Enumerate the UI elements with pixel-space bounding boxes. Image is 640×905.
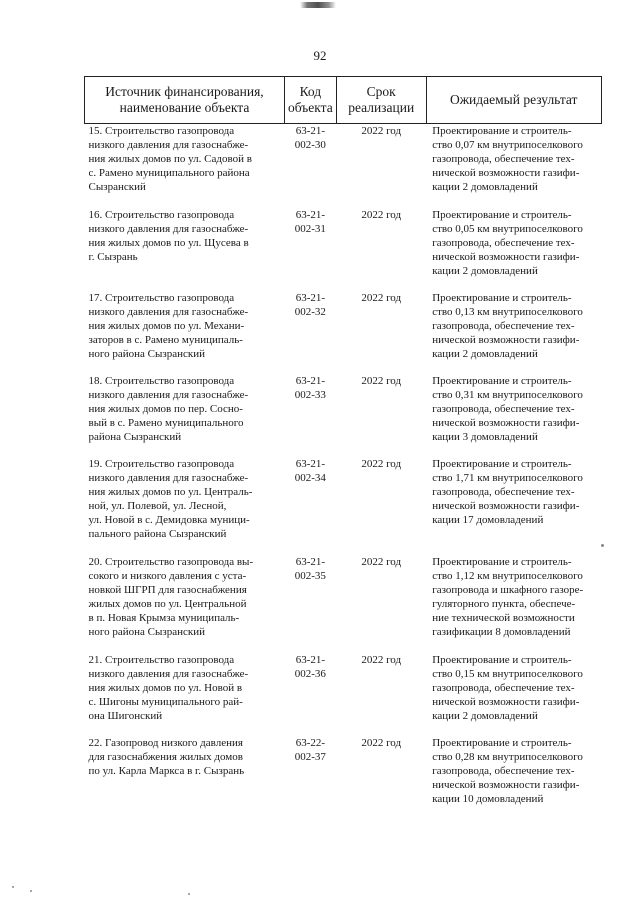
implementation-period: 2022 год (361, 737, 402, 749)
expected-result: Проектирование и строитель- ство 0,31 км внутрипоселкового газопровода, обеспечение тех- нической возможности газифи- кации 3 домовладений (432, 375, 583, 443)
implementation-period: 2022 год (361, 292, 402, 304)
header-source: Источник финансирования, наименование объекта (85, 77, 285, 124)
object-code: 63-21- 002-35 (294, 556, 326, 582)
object-name: 18. Строительство газопровода низкого давления для газоснабже- ния жилых домов по пер. Сосно- вый в с. Рамено муниципального района Сызранский (88, 375, 249, 443)
scan-speck (12, 886, 14, 888)
object-name: 17. Строительство газопровода низкого давления для газоснабже- ния жилых домов по ул. Механи- заторов в с. Рамено муниципаль- ного района Сызранский (88, 292, 249, 360)
table-row (85, 124, 602, 209)
table-header-row (85, 77, 602, 124)
expected-result: Проектирование и строитель- ство 0,07 км внутрипоселкового газопровода, обеспечение тех- нической возможности газифи- кации 2 домовладений (432, 125, 583, 193)
expected-result: Проектирование и строитель- ство 0,15 км внутрипоселкового газопровода, обеспечение тех- нической возможности газифи- кации 2 домовладений (432, 654, 583, 722)
header-result: Ожидаемый результат (426, 77, 601, 124)
table-row (85, 653, 602, 736)
scan-speck (601, 544, 604, 547)
page-number: 92 (313, 48, 327, 63)
implementation-period: 2022 год (361, 654, 402, 666)
expected-result: Проектирование и строитель- ство 1,12 км внутрипоселкового газопровода и шкафного газоре- гуляторного пункта, обеспече- ние технической возможности газификации 8 домовладений (432, 556, 584, 638)
table-row (85, 291, 602, 374)
object-code: 63-21- 002-33 (294, 375, 326, 401)
expected-result: Проектирование и строитель- ство 0,13 км внутрипоселкового газопровода, обеспечение тех- нической возможности газифи- кации 2 домовладений (432, 292, 583, 360)
object-name: 16. Строительство газопровода низкого давления для газоснабже- ния жилых домов по ул. Щусева в г. Сызрань (88, 209, 249, 263)
header-period: Срок реализации (336, 77, 426, 124)
object-name: 21. Строительство газопровода низкого давления для газоснабже- ния жилых домов по ул. Новой в с. Шигоны муниципального рай- она Шигонский (88, 654, 249, 722)
implementation-period: 2022 год (361, 125, 402, 137)
implementation-period: 2022 год (361, 209, 402, 221)
expected-result: Проектирование и строитель- ство 1,71 км внутрипоселкового газопровода, обеспечение тех- нической возможности газифи- кации 17 домовладений (432, 458, 583, 526)
table-row (85, 555, 602, 653)
table-row (85, 457, 602, 555)
object-code: 63-21- 002-32 (294, 292, 326, 318)
object-code: 63-21- 002-31 (294, 209, 326, 235)
financing-table (84, 76, 602, 819)
scan-speck (188, 893, 190, 895)
table-row (85, 736, 602, 819)
object-name: 22. Газопровод низкого давления для газоснабжения жилых домов по ул. Карла Маркса в г. Сызрань (88, 737, 245, 777)
object-code: 63-22- 002-37 (294, 737, 326, 763)
object-code: 63-21- 002-36 (294, 654, 326, 680)
object-code: 63-21- 002-34 (294, 458, 326, 484)
object-name: 19. Строительство газопровода низкого давления для газоснабже- ния жилых домов по ул. Централь- ной, ул. Полевой, ул. Лесной, ул. Новой в с. Демидовка муници- пального района Сызранский (88, 458, 253, 540)
implementation-period: 2022 год (361, 375, 402, 387)
object-name: 20. Строительство газопровода вы- сокого и низкого давления с уста- новкой ШГРП для газоснабжения жилых домов по ул. Центральной в п. Новая Крымза муниципаль- ного района Сызранский (88, 556, 254, 638)
table-row (85, 208, 602, 291)
expected-result: Проектирование и строитель- ство 0,28 км внутрипоселкового газопровода, обеспечение тех- нической возможности газифи- кации 10 домовладений (432, 737, 583, 805)
implementation-period: 2022 год (361, 556, 402, 568)
expected-result: Проектирование и строитель- ство 0,05 км внутрипоселкового газопровода, обеспечение тех- нической возможности газифи- кации 2 домовладений (432, 209, 583, 277)
object-code: 63-21- 002-30 (294, 125, 326, 151)
implementation-period: 2022 год (361, 458, 402, 470)
table-row (85, 374, 602, 457)
scan-speck (30, 890, 32, 892)
scan-artifact (300, 2, 336, 8)
header-code: Код объекта (285, 77, 337, 124)
object-name: 15. Строительство газопровода низкого давления для газоснабже- ния жилых домов по ул. Садовой в с. Рамено муниципального района Сызранский (88, 125, 252, 193)
